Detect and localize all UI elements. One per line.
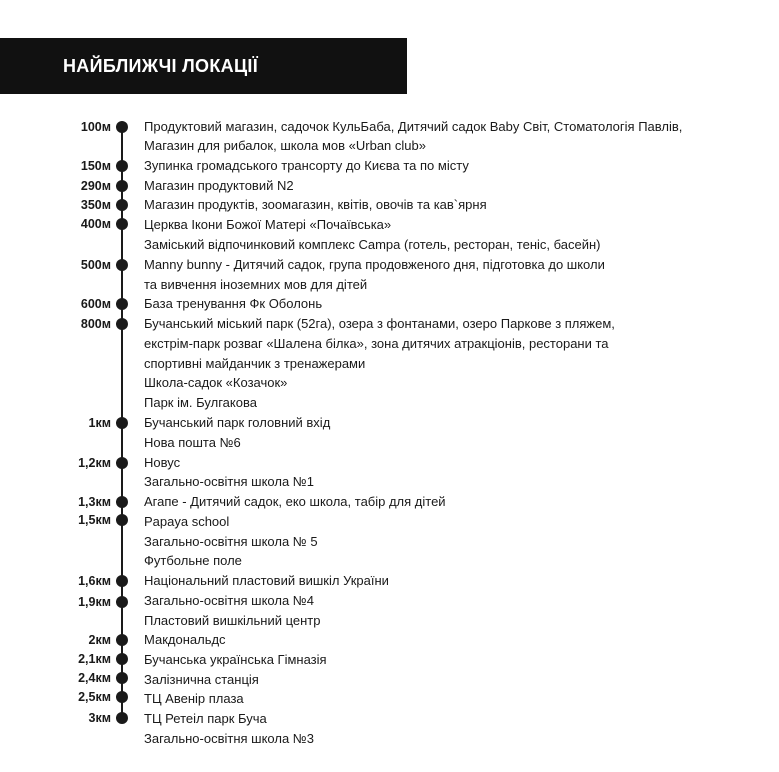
- distance-label: 100м: [80, 120, 111, 134]
- distance-label: 3км: [88, 711, 111, 725]
- distance-label: 1,2км: [78, 456, 111, 470]
- timeline-dot: [116, 514, 128, 526]
- location-line: Магазин для рибалок, школа мов «Urban club»: [144, 138, 426, 153]
- location-line: ТЦ Авенір плаза: [144, 691, 244, 706]
- location-line: Загально-освітня школа №1: [144, 474, 314, 489]
- location-line: Загально-освітня школа №3: [144, 731, 314, 746]
- timeline-dot: [116, 298, 128, 310]
- distance-label: 2,5км: [78, 690, 111, 704]
- location-line: Бучанський парк головний вхід: [144, 415, 331, 430]
- location-line: Церква Ікони Божої Матері «Почаївська»: [144, 217, 392, 232]
- timeline-dot: [116, 318, 128, 330]
- timeline-dot: [116, 457, 128, 469]
- timeline-dot: [116, 672, 128, 684]
- distance-label: 1км: [88, 416, 111, 430]
- timeline-dot: [116, 180, 128, 192]
- location-line: Нова пошта №6: [144, 435, 241, 450]
- timeline-dot: [116, 596, 128, 608]
- location-line: Магазин продуктовий N2: [144, 178, 294, 193]
- timeline-dot: [116, 496, 128, 508]
- location-line: Школа-садок «Козачок»: [144, 375, 288, 390]
- location-line: База тренування Фк Оболонь: [144, 296, 323, 311]
- location-line: екстрім-парк розваг «Шалена білка», зона дитячих атракціонів, ресторани та: [144, 336, 609, 351]
- location-line: Макдональдс: [144, 632, 226, 647]
- location-line: Футбольне поле: [144, 553, 242, 568]
- distance-label: 2км: [88, 633, 111, 647]
- location-line: Магазин продуктів, зоомагазин, квітів, овочів та кав`ярня: [144, 197, 487, 212]
- location-line: Загально-освітня школа № 5: [144, 534, 318, 549]
- distance-label: 150м: [80, 159, 111, 173]
- distance-label: 350м: [80, 198, 111, 212]
- timeline-dot: [116, 218, 128, 230]
- location-line: Бучанський міський парк (52га), озера з фонтанами, озеро Паркове з пляжем,: [144, 316, 615, 331]
- timeline-dot: [116, 634, 128, 646]
- distance-label: 1,5км: [78, 513, 111, 527]
- distance-label: 600м: [80, 297, 111, 311]
- location-line: Агапе - Дитячий садок, еко школа, табір для дітей: [144, 494, 446, 509]
- location-line: Заміський відпочинковий комплекс Campa (готель, ресторан, теніс, басейн): [144, 237, 601, 252]
- distance-label: 500м: [80, 258, 111, 272]
- location-line: Papaya school: [144, 514, 230, 529]
- location-line: Залізнична станція: [144, 672, 259, 687]
- timeline-dot: [116, 259, 128, 271]
- location-line: та вивчення іноземних мов для дітей: [144, 277, 368, 292]
- location-line: Зупинка громадського трансорту до Києва та по місту: [144, 158, 469, 173]
- distance-label: 400м: [80, 217, 111, 231]
- location-line: Продуктовий магазин, садочок КульБаба, Дитячий садок Baby Світ, Стоматологія Павлів,: [144, 119, 683, 134]
- timeline-dot: [116, 417, 128, 429]
- location-line: Новус: [144, 455, 181, 470]
- timeline-dot: [116, 121, 128, 133]
- distance-label: 800м: [80, 317, 111, 331]
- distance-label: 290м: [80, 179, 111, 193]
- header-banner: [0, 38, 407, 94]
- timeline-dot: [116, 712, 128, 724]
- location-line: Бучанська українська Гімназія: [144, 652, 327, 667]
- location-line: Загально-освітня школа №4: [144, 593, 314, 608]
- distance-label: 2,4км: [78, 671, 111, 685]
- distance-label: 1,3км: [78, 495, 111, 509]
- timeline-dot: [116, 199, 128, 211]
- location-line: Парк ім. Булгакова: [144, 395, 257, 410]
- location-line: ТЦ Ретеіл парк Буча: [144, 711, 267, 726]
- location-line: Пластовий вишкільний центр: [144, 613, 321, 628]
- location-line: Manny bunny - Дитячий садок, група продовженого дня, підготовка до школи: [144, 257, 605, 272]
- distance-label: 1,6км: [78, 574, 111, 588]
- distance-label: 1,9км: [78, 595, 111, 609]
- location-line: Національний пластовий вишкіл України: [144, 573, 389, 588]
- location-line: спортивні майданчик з тренажерами: [144, 356, 366, 371]
- timeline-dot: [116, 575, 128, 587]
- timeline-dot: [116, 691, 128, 703]
- distance-label: 2,1км: [78, 652, 111, 666]
- timeline-dot: [116, 160, 128, 172]
- page-title: НАЙБЛИЖЧІ ЛОКАЦІЇ: [63, 56, 258, 76]
- timeline-dot: [116, 653, 128, 665]
